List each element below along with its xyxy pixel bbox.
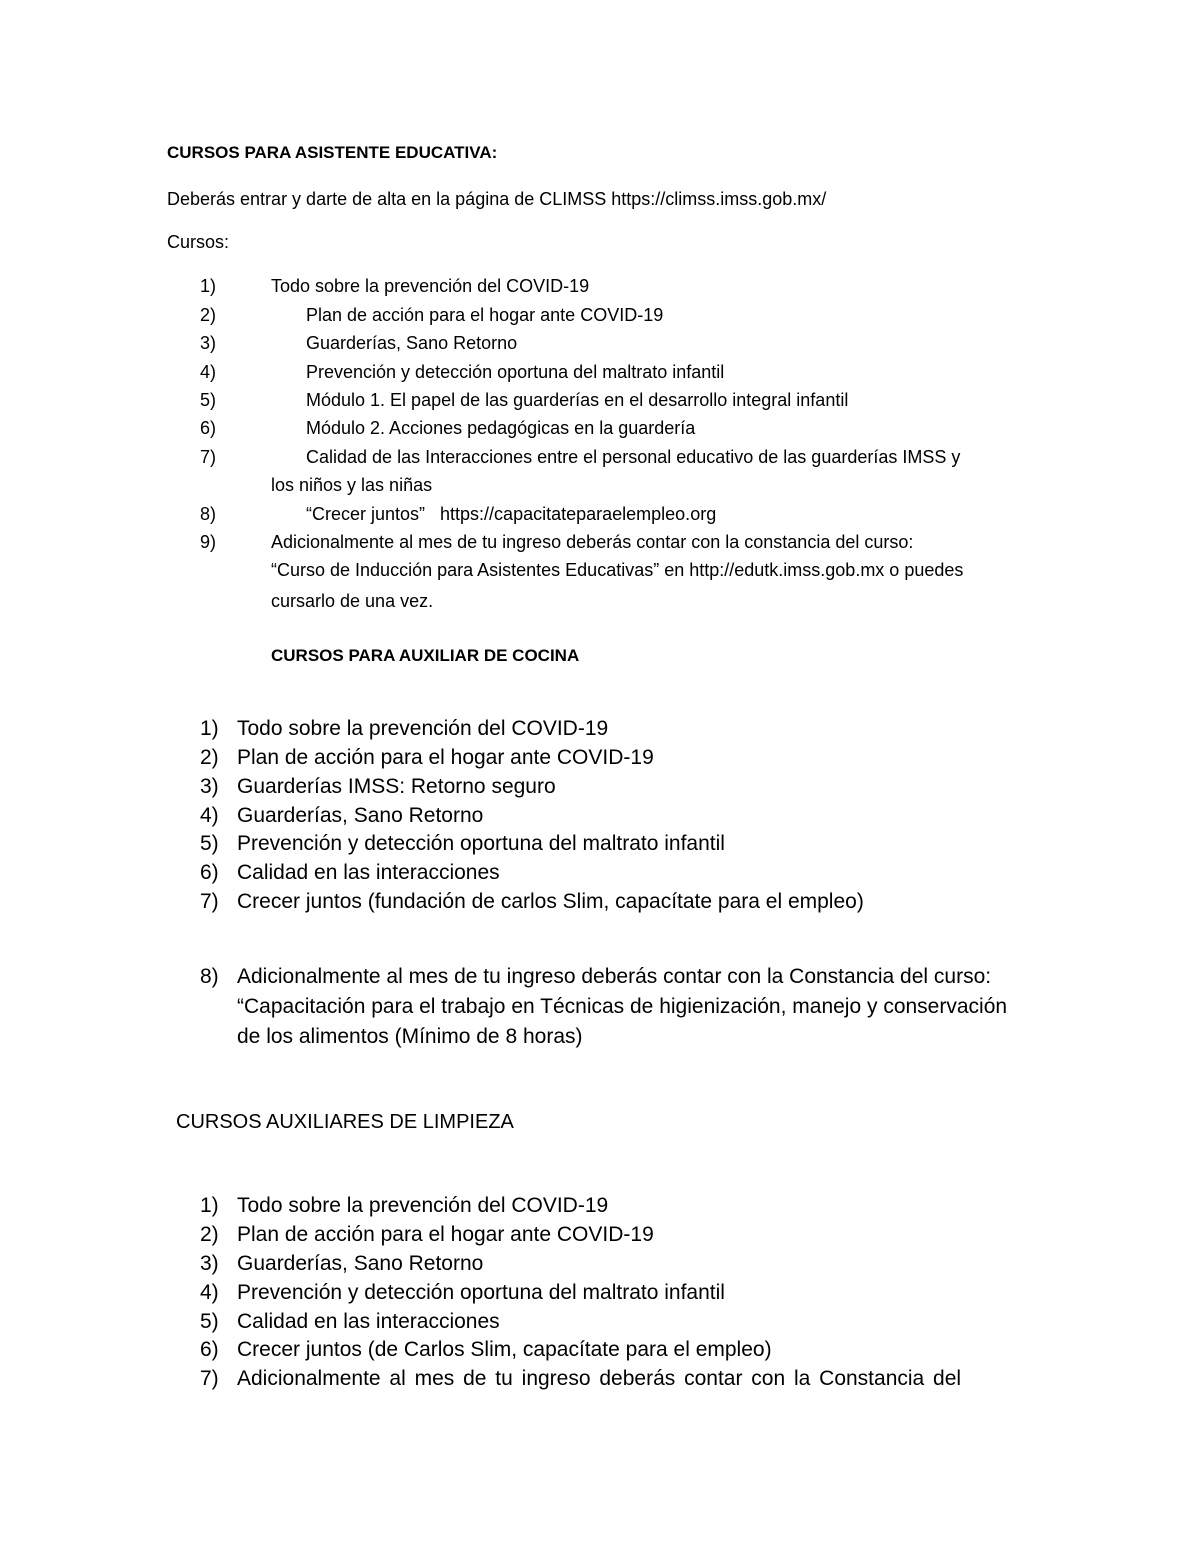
list-item-number: 5) xyxy=(200,390,217,410)
list-item-text-continued: “Curso de Inducción para Asistentes Educativas” en http://edutk.imss.gob.mx o puedes xyxy=(271,560,964,580)
list-item-text-continued: cursarlo de una vez. xyxy=(271,591,434,611)
list-item-text: Calidad en las interacciones xyxy=(237,1310,500,1333)
list-item-number: 4) xyxy=(200,804,219,827)
list-item-number: 8) xyxy=(200,965,219,988)
list-item-number: 3) xyxy=(200,1252,219,1275)
section-asistente-intro: Deberás entrar y darte de alta en la página de CLIMSS https://climss.imss.gob.mx/ xyxy=(167,189,827,209)
list-item-text-continued: “Capacitación para el trabajo en Técnicas de higienización, manejo y conservación xyxy=(237,995,1008,1018)
list-item-text: Plan de acción para el hogar ante COVID-19 xyxy=(237,746,654,769)
list-item-number: 3) xyxy=(200,333,217,353)
list-item-text: Todo sobre la prevención del COVID-19 xyxy=(237,717,609,740)
list-item-text: Módulo 2. Acciones pedagógicas en la guardería xyxy=(306,418,696,438)
list-item-number: 4) xyxy=(200,362,217,382)
list-item-number: 3) xyxy=(200,775,219,798)
list-item-number: 1) xyxy=(200,717,219,740)
list-item-number: 2) xyxy=(200,746,219,769)
list-item-text: Adicionalmente al mes de tu ingreso deberás contar con la Constancia del xyxy=(237,1367,962,1390)
list-item-text: Todo sobre la prevención del COVID-19 xyxy=(237,1194,609,1217)
list-item-number: 7) xyxy=(200,1367,219,1390)
list-item-number: 7) xyxy=(200,447,217,467)
list-item-text: Prevención y detección oportuna del maltrato infantil xyxy=(237,832,725,855)
list-item-text: Crecer juntos (de Carlos Slim, capacítate para el empleo) xyxy=(237,1338,772,1361)
section-asistente-title: CURSOS PARA ASISTENTE EDUCATIVA: xyxy=(167,143,498,162)
list-item-number: 6) xyxy=(200,861,219,884)
list-item-text: Prevención y detección oportuna del maltrato infantil xyxy=(306,362,725,382)
list-item-text: Calidad en las interacciones xyxy=(237,861,500,884)
list-item-number: 6) xyxy=(200,1338,219,1361)
list-item-text: Calidad de las Interacciones entre el personal educativo de las guarderías IMSS y xyxy=(306,447,961,467)
list-item-text: Adicionalmente al mes de tu ingreso deberás contar con la Constancia del curso: xyxy=(237,965,992,988)
list-item-text: Plan de acción para el hogar ante COVID-19 xyxy=(237,1223,654,1246)
list-item-number: 2) xyxy=(200,1223,219,1246)
section-limpieza-title: CURSOS AUXILIARES DE LIMPIEZA xyxy=(176,1111,514,1133)
list-item-text: Guarderías IMSS: Retorno seguro xyxy=(237,775,556,798)
list-item-text: Crecer juntos (fundación de carlos Slim, capacítate para el empleo) xyxy=(237,890,864,913)
list-item-text: “Crecer juntos” https://capacitateparaelempleo.org xyxy=(306,504,717,524)
list-item-number: 8) xyxy=(200,504,217,524)
list-item-number: 1) xyxy=(200,1194,219,1217)
list-item-text: Plan de acción para el hogar ante COVID-19 xyxy=(306,305,664,325)
list-item-text: Guarderías, Sano Retorno xyxy=(237,1252,484,1275)
list-item-number: 5) xyxy=(200,832,219,855)
list-item-text-continued: de los alimentos (Mínimo de 8 horas) xyxy=(237,1025,583,1048)
list-item-text: Todo sobre la prevención del COVID-19 xyxy=(271,276,590,296)
list-item-number: 1) xyxy=(200,276,217,296)
section-cocina-title: CURSOS PARA AUXILIAR DE COCINA xyxy=(271,646,580,665)
list-item-number: 5) xyxy=(200,1310,219,1333)
list-item-number: 6) xyxy=(200,418,217,438)
list-item-text: Módulo 1. El papel de las guarderías en el desarrollo integral infantil xyxy=(306,390,849,410)
list-item-text: Guarderías, Sano Retorno xyxy=(237,804,484,827)
list-item-text: Adicionalmente al mes de tu ingreso deberás contar con la constancia del curso: xyxy=(271,532,914,552)
list-item-number: 2) xyxy=(200,305,217,325)
cursos-label: Cursos: xyxy=(167,232,230,252)
list-item-text: Prevención y detección oportuna del maltrato infantil xyxy=(237,1281,725,1304)
list-item-number: 9) xyxy=(200,532,217,552)
list-item-text-continued: los niños y las niñas xyxy=(271,475,433,495)
list-item-text: Guarderías, Sano Retorno xyxy=(306,333,518,353)
list-item-number: 7) xyxy=(200,890,219,913)
list-item-number: 4) xyxy=(200,1281,219,1304)
